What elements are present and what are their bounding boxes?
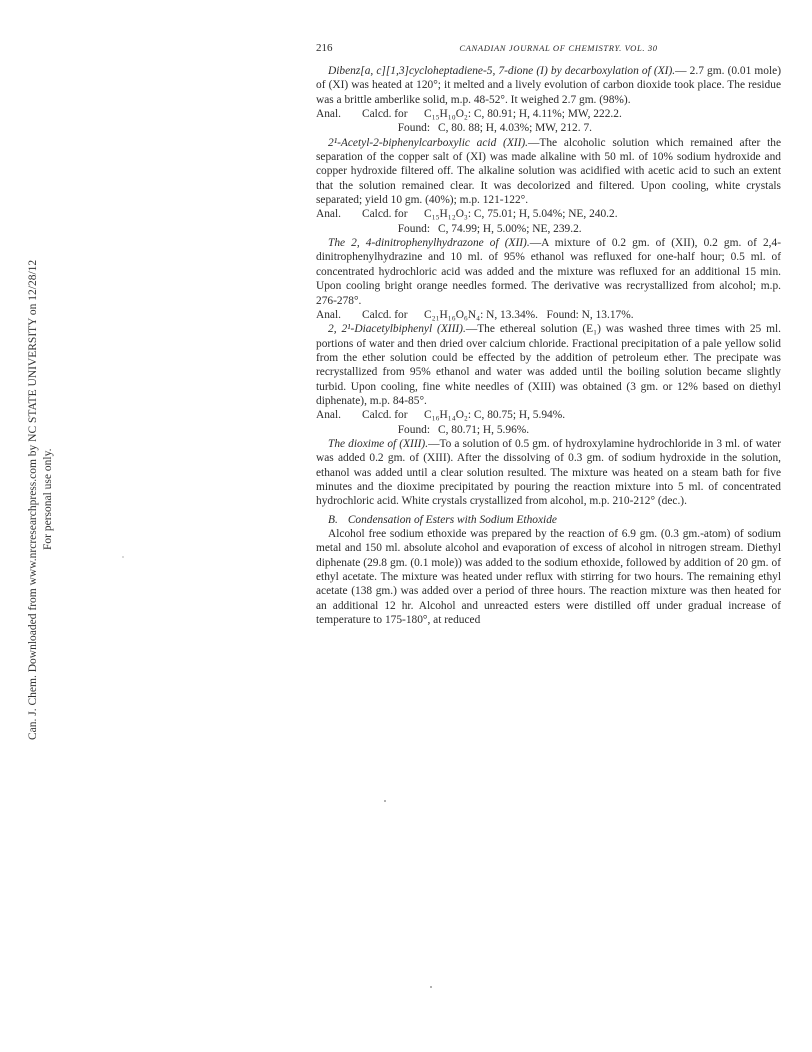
analysis-found-row (316, 423, 781, 437)
calcd-values: C₁₅H₁₀O₂: C, 80.91; H, 4.11%; MW, 222.2. (424, 108, 622, 121)
paragraph-diacetylbiphenyl (316, 322, 781, 408)
paragraph-hydrazone (316, 236, 781, 308)
section-heading (316, 513, 781, 527)
paragraph-text: —A mixture of 0.2 gm. of (XII), 0.2 gm. of 2,4-dinitrophenylhydrazine and 10 ml. of 95% ethanol was refluxed for one-half hour; 0.5 ml. of concentrated hydrochloric acid was added and the mixture was refluxed for an additional 15 min. Upon cooling bright orange needles formed. The derivative was recrystallized from alcohol; m.p. 276-278°. (316, 237, 781, 307)
paragraph-title: Dibenz[a, c][1,3]cycloheptadiene-5, 7-dione (I) by decarboxylation of (XI). (328, 65, 676, 77)
running-head (316, 42, 781, 58)
paragraph-title: 2, 2¹-Diacetylbiphenyl (XIII). (328, 323, 466, 336)
analysis-block (316, 107, 781, 136)
analysis-found-row (316, 121, 781, 135)
paragraph-text: —To a solution of 0.5 gm. of hydroxylamine hydrochloride in 3 ml. of water was added 0.2 gm. of (XIII). After the dissolving of 0.3 gm. of sodium hydroxide in the solution, ethanol was added until a clear solution resulted. The mixture was heated on a steam bath for five minutes and the dioxime precipitated by pouring the reaction mixture into 5 ml. of concentrated hydrochloric acid. White crystals crystallized from alcohol, m.p. 210-212° (dec.). (316, 437, 781, 508)
calcd-label: Calcd. for (362, 208, 408, 221)
paragraph-title: The dioxime of (XIII). (328, 437, 429, 450)
analysis-label: Anal. (316, 208, 341, 221)
paragraph-dioxime (316, 437, 781, 509)
personal-use-note: For personal use only. (42, 448, 54, 550)
analysis-label: Anal. (316, 409, 341, 422)
section-letter: B. (328, 513, 338, 526)
found-values: C, 80.71; H, 5.96%. (438, 423, 530, 436)
calcd-values: C₁₆H₁₄O₂: C, 80.75; H, 5.94%. (424, 409, 566, 422)
scan-speck (430, 986, 432, 988)
paragraph-text: —The ethereal solution (E₁) was washed three times with 25 ml. portions of water and then dried over calcium chloride. Fractional precipitation of a pale yellow solid from the ether solution could be effected by the addition of petroleum ether. The precipate was recrystallized from 95% ethanol and water was added until the boiling solution became slightly turbid. Upon cooling, fine white needles of (XIII) was obtained (3 gm. or 12% based on diethyl diphenate), m.p. 84-85°. (316, 323, 782, 407)
download-note (26, 260, 56, 740)
analysis-calcd-row (316, 408, 781, 422)
analysis-block (316, 207, 781, 236)
download-note-line1: Can. J. Chem. Downloaded from www.nrcresearchpress.com by NC STATE UNIVERSITY on 12/28/12 (27, 259, 39, 740)
analysis-label: Anal. (316, 308, 341, 321)
analysis-calcd-row (316, 308, 781, 322)
paragraph-text: —The alcoholic solution which remained after the separation of the copper salt of (XI) was made alkaline with 50 ml. of 10% sodium hydroxide and copper hydroxide filtered off. The alkaline solution was acidified with acetic acid to such an extent that the solution remained clear. It was decolorized and filtered. Upon cooling, white crystals separated; yield 10 gm. (40%); m.p. 121-122°. (316, 136, 782, 207)
analysis-block (316, 308, 781, 322)
page-number: 216 (316, 42, 333, 54)
analysis-found-row (316, 222, 781, 236)
paragraph-text: — 2.7 gm. (0.01 mole) of (XI) was heated at 120°; it melted and a lively evolution of carbon dioxide took place. The residue was a brittle amberlike solid, m.p. 48-52°. It weighed 2.7 gm. (98%). (316, 65, 781, 106)
paragraph-acetyl-acid (316, 136, 781, 208)
calcd-values: C₂₁H₁₆O₆N₄: N, 13.34%. Found: N, 13.17%. (424, 308, 634, 321)
found-values: C, 80. 88; H, 4.03%; MW, 212. 7. (438, 122, 592, 135)
calcd-label: Calcd. for (362, 108, 408, 121)
calcd-label: Calcd. for (362, 308, 408, 321)
found-values: C, 74.99; H, 5.00%; NE, 239.2. (438, 222, 582, 235)
scan-speck (384, 800, 386, 802)
analysis-block (316, 408, 781, 437)
section-title: Condensation of Esters with Sodium Ethoxide (347, 513, 557, 526)
page-content (316, 42, 781, 627)
calcd-label: Calcd. for (362, 409, 408, 422)
download-watermark (4, 180, 54, 740)
analysis-calcd-row (316, 207, 781, 221)
calcd-values: C₁₅H₁₂O₃: C, 75.01; H, 5.04%; NE, 240.2. (424, 208, 618, 221)
scan-speck (122, 556, 124, 558)
paragraph-title: 2¹-Acetyl-2-biphenylcarboxylic acid (XII). (328, 136, 529, 149)
paragraph-decarboxylation (316, 64, 781, 107)
journal-title: CANADIAN JOURNAL OF CHEMISTRY. VOL. 30 (459, 43, 658, 53)
analysis-label: Anal. (316, 108, 341, 121)
found-label: Found: (397, 222, 430, 235)
paragraph-ethoxide: Alcohol free sodium ethoxide was prepared by the reaction of 6.9 gm. (0.3 gm.-atom) of sodium metal and 150 ml. absolute alcohol and evaporation of excess of alcohol in nitrogen stream. Diethyl diphenate (29.8 gm. (0.1 mole)) was added to the sodium ethoxide, followed by addition of 20 gm. of ethyl acetate. The mixture was heated under reflux with stirring for two hours. The remaining ethyl acetate (138 gm.) was added over a period of three hours. The reaction mixture was then heated for an additional 12 hr. Alcohol and unreacted esters were distilled off under gradual increase of temperature to 175-180°, at reduced (316, 528, 781, 627)
found-label: Found: (397, 423, 430, 436)
paragraph-title: The 2, 4-dinitrophenylhydrazone of (XII). (328, 237, 530, 250)
found-label: Found: (397, 122, 430, 135)
analysis-calcd-row (316, 107, 781, 121)
